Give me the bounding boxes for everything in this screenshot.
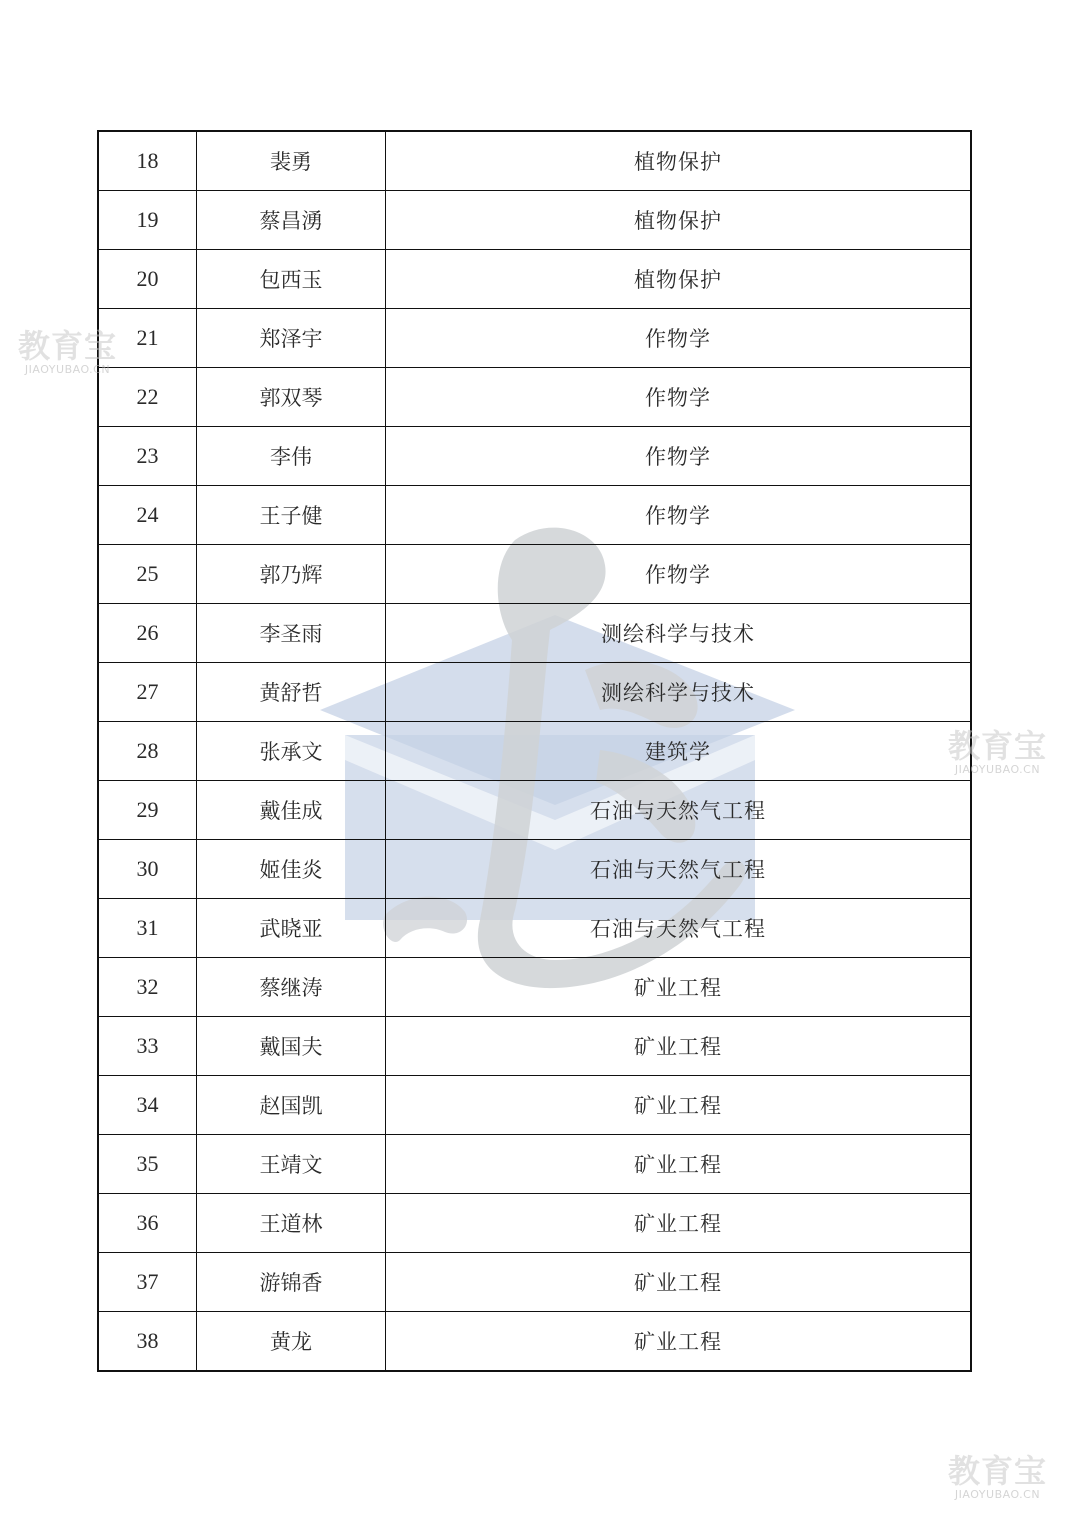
row-number-cell: 28	[98, 722, 197, 781]
row-number-cell: 23	[98, 427, 197, 486]
table-body	[98, 131, 971, 1371]
student-name-cell: 姬佳炎	[197, 840, 386, 899]
student-name-cell: 包西玉	[197, 250, 386, 309]
major-cell: 石油与天然气工程	[386, 840, 972, 899]
table-row	[98, 368, 971, 427]
major-cell: 测绘科学与技术	[386, 604, 972, 663]
table-row	[98, 309, 971, 368]
major-cell: 矿业工程	[386, 1312, 972, 1372]
major-cell: 石油与天然气工程	[386, 899, 972, 958]
watermark-en: JIAOYUBAO.CN	[24, 363, 111, 376]
row-number-cell: 27	[98, 663, 197, 722]
major-cell: 矿业工程	[386, 1135, 972, 1194]
student-name-cell: 黄龙	[197, 1312, 386, 1372]
table-row	[98, 899, 971, 958]
student-name-cell: 李圣雨	[197, 604, 386, 663]
student-name-cell: 游锦香	[197, 1253, 386, 1312]
table-row	[98, 1076, 971, 1135]
major-cell: 矿业工程	[386, 958, 972, 1017]
watermark-cn: 教育宝	[18, 327, 118, 365]
table-row	[98, 663, 971, 722]
row-number-cell: 25	[98, 545, 197, 604]
major-cell: 作物学	[386, 486, 972, 545]
table-row	[98, 250, 971, 309]
row-number-cell: 35	[98, 1135, 197, 1194]
table-row	[98, 1194, 971, 1253]
student-name-cell: 戴佳成	[197, 781, 386, 840]
table-row	[98, 1017, 971, 1076]
row-number-cell: 24	[98, 486, 197, 545]
row-number-cell: 30	[98, 840, 197, 899]
table-row	[98, 191, 971, 250]
row-number-cell: 18	[98, 131, 197, 191]
major-cell: 作物学	[386, 427, 972, 486]
watermark-en: JIAOYUBAO.CN	[954, 1488, 1041, 1501]
table-row	[98, 958, 971, 1017]
table-row	[98, 545, 971, 604]
major-cell: 建筑学	[386, 722, 972, 781]
major-cell: 矿业工程	[386, 1253, 972, 1312]
table-row	[98, 1135, 971, 1194]
table-row	[98, 131, 971, 191]
table-row	[98, 427, 971, 486]
major-cell: 植物保护	[386, 131, 972, 191]
table-row	[98, 486, 971, 545]
row-number-cell: 20	[98, 250, 197, 309]
student-name-cell: 王道林	[197, 1194, 386, 1253]
student-name-cell: 蔡昌湧	[197, 191, 386, 250]
table-row	[98, 840, 971, 899]
table-row	[98, 781, 971, 840]
row-number-cell: 37	[98, 1253, 197, 1312]
row-number-cell: 36	[98, 1194, 197, 1253]
row-number-cell: 38	[98, 1312, 197, 1372]
watermark-logo	[948, 727, 1048, 776]
major-cell: 测绘科学与技术	[386, 663, 972, 722]
student-name-cell: 郑泽宇	[197, 309, 386, 368]
row-number-cell: 29	[98, 781, 197, 840]
student-name-cell: 戴国夫	[197, 1017, 386, 1076]
row-number-cell: 32	[98, 958, 197, 1017]
major-cell: 植物保护	[386, 191, 972, 250]
student-name-cell: 蔡继涛	[197, 958, 386, 1017]
student-major-table	[97, 130, 972, 1372]
student-name-cell: 黄舒哲	[197, 663, 386, 722]
student-name-cell: 裴勇	[197, 131, 386, 191]
student-name-cell: 武晓亚	[197, 899, 386, 958]
major-cell: 作物学	[386, 545, 972, 604]
student-name-cell: 张承文	[197, 722, 386, 781]
watermark-cn: 教育宝	[948, 1452, 1048, 1490]
table-row	[98, 604, 971, 663]
watermark-logo	[948, 1452, 1048, 1501]
student-name-cell: 郭乃辉	[197, 545, 386, 604]
watermark-logo	[18, 327, 118, 376]
row-number-cell: 21	[98, 309, 197, 368]
student-name-cell: 王子健	[197, 486, 386, 545]
major-cell: 矿业工程	[386, 1076, 972, 1135]
row-number-cell: 26	[98, 604, 197, 663]
major-cell: 植物保护	[386, 250, 972, 309]
student-name-cell: 王靖文	[197, 1135, 386, 1194]
row-number-cell: 33	[98, 1017, 197, 1076]
row-number-cell: 19	[98, 191, 197, 250]
major-cell: 矿业工程	[386, 1194, 972, 1253]
row-number-cell: 22	[98, 368, 197, 427]
major-cell: 作物学	[386, 309, 972, 368]
row-number-cell: 31	[98, 899, 197, 958]
table-row	[98, 722, 971, 781]
watermark-cn: 教育宝	[948, 727, 1048, 765]
student-name-cell: 赵国凯	[197, 1076, 386, 1135]
student-name-cell: 郭双琴	[197, 368, 386, 427]
student-name-cell: 李伟	[197, 427, 386, 486]
table-row	[98, 1312, 971, 1372]
major-cell: 矿业工程	[386, 1017, 972, 1076]
major-cell: 石油与天然气工程	[386, 781, 972, 840]
watermark-en: JIAOYUBAO.CN	[954, 763, 1041, 776]
row-number-cell: 34	[98, 1076, 197, 1135]
table-row	[98, 1253, 971, 1312]
major-cell: 作物学	[386, 368, 972, 427]
